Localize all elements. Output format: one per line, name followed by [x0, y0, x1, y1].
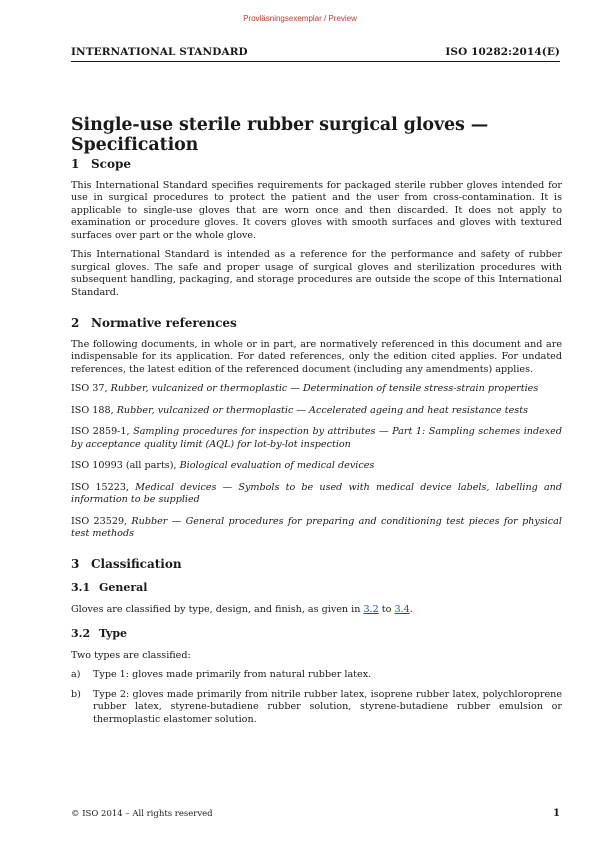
- reference-code: ISO 188,: [71, 404, 114, 416]
- clause-number: 1: [71, 157, 80, 171]
- reference-code: ISO 15223,: [71, 481, 129, 493]
- list-item: [71, 689, 562, 727]
- subclause-title: General: [99, 581, 148, 594]
- reference-iso-2859-1: [71, 426, 562, 451]
- page-header: [71, 40, 560, 62]
- reference-title: Rubber, vulcanized or thermoplastic — Accelerated ageing and heat resistance tests: [116, 404, 528, 416]
- clause-number: 2: [71, 316, 80, 330]
- footer-copyright: © ISO 2014 – All rights reserved: [71, 809, 213, 819]
- list-label: a): [71, 669, 81, 680]
- reference-code: ISO 10993 (all parts),: [71, 460, 177, 471]
- reference-iso-188: [71, 405, 562, 418]
- reference-code: ISO 23529,: [71, 515, 128, 527]
- scope-paragraph-1: This International Standard specifies requirements for packaged sterile rubber gloves intended for use in surgical procedures to protect the patient and the user from cross-contamination. It is applicable to single-use gloves that are worn once and then discarded. It does not apply to examination or procedure gloves. It covers gloves with smooth surfaces and gloves with textured surfaces over part or the whole glove.: [71, 179, 562, 241]
- clause-title: Normative references: [91, 316, 237, 330]
- general-paragraph: Gloves are classified by type, design, and finish, as given in 3.2 to 3.4.: [71, 603, 413, 615]
- reference-iso-23529: [71, 516, 562, 541]
- reference-code: ISO 2859-1,: [71, 426, 130, 437]
- list-item: [71, 669, 562, 682]
- page-number: 1: [553, 808, 560, 819]
- clause-2-heading: [71, 317, 562, 330]
- reference-iso-10993: [71, 460, 562, 473]
- reference-code: ISO 37,: [71, 383, 108, 394]
- page-footer: [71, 808, 560, 819]
- clause-number: 3: [71, 556, 80, 571]
- clause-title: Classification: [91, 556, 182, 571]
- clause-title: Scope: [91, 157, 132, 171]
- xref-3-2-link[interactable]: 3.2: [363, 603, 379, 615]
- normative-intro: The following documents, in whole or in part, are normatively referenced in this document and are indispensable for its application. For dated references, only the edition cited applies. For undated references, the latest edition of the referenced document (including any amendments) applies.: [71, 338, 562, 375]
- clause-1-heading: [71, 158, 562, 171]
- subclause-number: 3.2: [71, 627, 91, 640]
- type-intro: Two types are classified:: [71, 649, 191, 661]
- scope-paragraph-2: This International Standard is intended as a reference for the performance and safety of rubber surgical gloves. The safe and proper usage of surgical gloves and sterilization procedures with subsequent handling, packaging, and storage procedures are outside the scope of this International Standard.: [71, 249, 562, 298]
- clause-3-2-heading: [71, 628, 562, 641]
- reference-title: Rubber — General procedures for preparing and conditioning test pieces for physical test methods: [71, 515, 562, 539]
- document-title: Single-use sterile rubber surgical gloves — Specification: [71, 115, 489, 155]
- reference-title: Sampling procedures for inspection by attributes — Part 1: Sampling schemes indexed by acceptance quality limit (AQL) for lot-by-lot inspection: [71, 426, 562, 450]
- document-body: [71, 158, 562, 733]
- subclause-number: 3.1: [71, 581, 91, 594]
- header-document-type: INTERNATIONAL STANDARD: [71, 46, 248, 58]
- list-text: Type 1: gloves made primarily from natural rubber latex.: [93, 669, 372, 680]
- list-text: Type 2: gloves made primarily from nitrile rubber latex, isoprene rubber latex, polychloroprene rubber latex, styrene-butadiene rubber solution, styrene-butadiene rubber emulsion or thermoplastic elastomer solution.: [93, 688, 562, 725]
- reference-iso-15223: [71, 482, 562, 507]
- reference-title: Rubber, vulcanized or thermoplastic — Determination of tensile stress-strain properties: [110, 383, 539, 394]
- clause-3-1-heading: [71, 582, 562, 595]
- reference-iso-37: [71, 383, 562, 396]
- list-label: b): [71, 688, 81, 700]
- preview-banner: Provläsningsexemplar / Preview: [243, 14, 357, 23]
- header-document-number: ISO 10282:2014(E): [445, 46, 560, 58]
- subclause-title: Type: [99, 627, 128, 640]
- reference-title: Biological evaluation of medical devices: [179, 460, 375, 471]
- xref-3-4-link[interactable]: 3.4: [394, 603, 410, 615]
- clause-3-heading: [71, 558, 562, 571]
- reference-title: Medical devices — Symbols to be used with medical device labels, labelling and information to be supplied: [71, 481, 562, 505]
